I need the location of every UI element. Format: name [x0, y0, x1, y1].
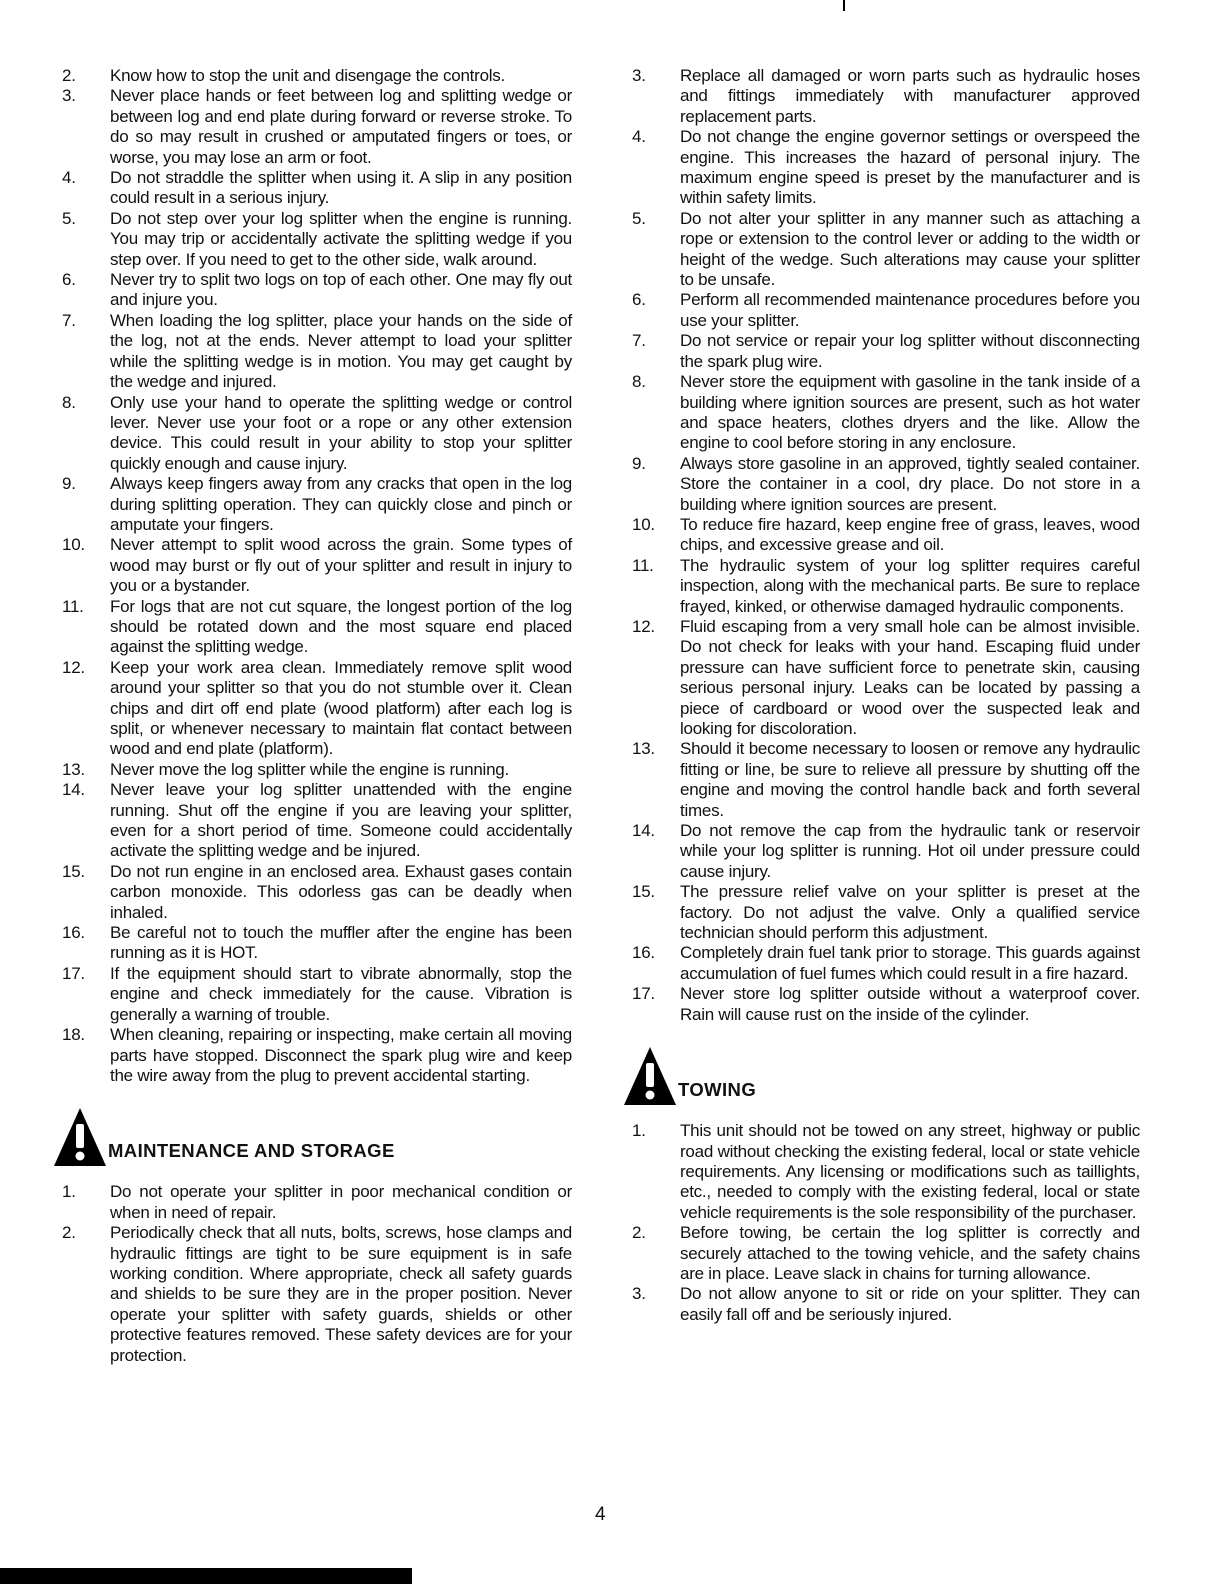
item-text: Be careful not to touch the muffler after the engine has been running as it is HOT. [110, 923, 572, 963]
item-text: Before towing, be certain the log splitter is correctly and securely attached to the towing vehicle, and the safety chains are in place. Leave slack in chains for turning allowance. [680, 1223, 1140, 1283]
list-item [632, 943, 1140, 984]
item-text: Do not straddle the splitter when using it. A slip in any position could result in a serious injury. [110, 168, 572, 208]
list-item [62, 393, 572, 475]
item-text: Do not alter your splitter in any manner such as attaching a rope or extension to the control lever or adding to the width or height of the wedge. Such alterations may cause your splitter to be unsafe. [680, 208, 1140, 290]
item-number: 17. [632, 984, 655, 1004]
list-item [62, 86, 572, 168]
item-number: 5. [62, 208, 76, 228]
item-text: Do not operate your splitter in poor mechanical condition or when in need of repair. [110, 1182, 572, 1222]
list-item [62, 1223, 572, 1366]
item-number: 3. [62, 86, 76, 106]
item-text: Do not step over your log splitter when the engine is running. You may trip or accidentally activate the splitting wedge if you step over. If you need to get to the other side, walk around. [110, 208, 572, 269]
list-item [632, 882, 1140, 943]
item-text: Perform all recommended maintenance procedures before you use your splitter. [680, 290, 1140, 330]
list-item [632, 739, 1140, 821]
item-text: Never store the equipment with gasoline in the tank inside of a building where ignition sources are present, such as hot water and space heaters, clothes dryers and the like. Allow the engine to cool before storing in any enclosure. [680, 372, 1140, 453]
item-number: 3. [632, 1284, 646, 1304]
item-number: 17. [62, 963, 85, 983]
item-number: 15. [62, 861, 85, 881]
list-item [632, 556, 1140, 617]
list-item [62, 760, 572, 780]
list-item [632, 290, 1140, 331]
item-number: 7. [62, 310, 76, 330]
item-number: 14. [632, 821, 655, 841]
item-text: Never place hands or feet between log and splitting wedge or between log and end plate during forward or reverse stroke. To do so may result in crushed or amputated fingers or toes, or worse, you may lose an arm or foot. [110, 86, 572, 167]
item-text: Do not run engine in an enclosed area. Exhaust gases contain carbon monoxide. This odorless gas can be deadly when inhaled. [110, 861, 572, 922]
item-text: Always store gasoline in an approved, tightly sealed container. Store the container in a cool, dry place. Do not store in a building where ignition sources are present. [680, 453, 1140, 514]
list-item [62, 209, 572, 270]
item-text: Only use your hand to operate the splitting wedge or control lever. Never use your foot or a rope or any other extension device. This could result in your ability to stop your splitter quickly enough and cause injury. [110, 392, 572, 473]
item-text: This unit should not be towed on any street, highway or public road without checking the existing federal, local or state vehicle requirements. Any licensing or modifications such as taillights, etc., needed to comply with the existing federal, local or state vehicle requirements is the sole responsibility of the purchaser. [680, 1121, 1140, 1222]
item-number: 12. [62, 657, 85, 677]
item-text: When cleaning, repairing or inspecting, make certain all moving parts have stopped. Disconnect the spark plug wire and keep the wire away from the plug to prevent accidental starting. [110, 1025, 572, 1085]
item-text: Completely drain fuel tank prior to storage. This guards against accumulation of fuel fumes which could result in a fire hazard. [680, 943, 1140, 983]
item-text: For logs that are not cut square, the longest portion of the log should be rotated down and the most square end placed against the splitting wedge. [110, 596, 572, 657]
list-item [632, 372, 1140, 454]
item-text: Replace all damaged or worn parts such as hydraulic hoses and fittings immediately with manufacturer approved replacement parts. [680, 66, 1140, 126]
item-number: 2. [62, 1223, 76, 1243]
section-heading: TOWING [678, 1079, 757, 1101]
list-item [632, 515, 1140, 556]
list-item [62, 66, 572, 86]
top-edge-mark [843, 0, 845, 11]
item-text: If the equipment should start to vibrate abnormally, stop the engine and check immediately for the cause. Vibration is generally a warning of trouble. [110, 963, 572, 1024]
item-number: 16. [632, 943, 655, 963]
list-item [62, 597, 572, 658]
list-item [62, 658, 572, 760]
list-item [62, 1025, 572, 1086]
safety-list [62, 66, 572, 1086]
item-number: 10. [62, 535, 85, 555]
item-number: 11. [62, 596, 84, 616]
item-text: Never try to split two logs on top of each other. One may fly out and injure you. [110, 270, 572, 310]
warning-icon [48, 1106, 112, 1172]
item-number: 9. [62, 474, 76, 494]
maintenance-list-continued [632, 66, 1140, 1025]
item-number: 5. [632, 208, 646, 228]
item-number: 1. [632, 1121, 646, 1141]
item-number: 4. [632, 127, 646, 147]
list-item [62, 862, 572, 923]
item-number: 16. [62, 923, 85, 943]
list-item [632, 127, 1140, 209]
item-text: Do not allow anyone to sit or ride on your splitter. They can easily fall off and be seriously injured. [680, 1284, 1140, 1324]
list-item [62, 1182, 572, 1223]
item-text: The hydraulic system of your log splitter requires careful inspection, along with the mechanical parts. Be sure to replace frayed, kinked, or otherwise damaged hydraulic components. [680, 555, 1140, 616]
item-text: Do not change the engine governor settings or overspeed the engine. This increases the hazard of personal injury. The maximum engine speed is preset by the manufacturer and is within safety limits. [680, 127, 1140, 208]
item-number: 6. [632, 290, 646, 310]
item-number: 14. [62, 780, 85, 800]
item-text: Do not remove the cap from the hydraulic tank or reservoir while your log splitter is running. Hot oil under pressure could cause injury. [680, 821, 1140, 881]
right-column [632, 66, 1140, 1325]
item-text: Always keep fingers away from any cracks that open in the log during splitting operation. They can quickly close and pinch or amputate your fingers. [110, 474, 572, 534]
item-number: 6. [62, 270, 76, 290]
item-number: 12. [632, 616, 655, 636]
item-number: 7. [632, 331, 646, 351]
footer-bar [0, 1568, 412, 1584]
item-text: Never leave your log splitter unattended with the engine running. Shut off the engine if you are leaving your splitter, even for a short period of time. Someone could accidentally activate the splitting wedge and be injured. [110, 780, 572, 861]
list-item [632, 1284, 1140, 1325]
item-text: Never store log splitter outside without a waterproof cover. Rain will cause rust on the inside of the cylinder. [680, 984, 1140, 1024]
item-text: To reduce fire hazard, keep engine free of grass, leaves, wood chips, and excessive grease and oil. [680, 514, 1140, 555]
list-item [62, 311, 572, 393]
list-item [62, 923, 572, 964]
item-number: 4. [62, 168, 76, 188]
list-item [632, 209, 1140, 291]
item-number: 10. [632, 514, 655, 534]
item-text: Never move the log splitter while the engine is running. [110, 759, 509, 779]
item-number: 18. [62, 1025, 85, 1045]
left-column [62, 66, 572, 1366]
item-number: 2. [62, 66, 76, 85]
item-number: 13. [62, 759, 85, 779]
item-number: 15. [632, 882, 655, 902]
item-text: Should it become necessary to loosen or remove any hydraulic fitting or line, be sure to relieve all pressure by shutting off the engine and moving the control handle back and forth several times. [680, 739, 1140, 820]
item-number: 9. [632, 453, 646, 473]
item-number: 8. [62, 392, 76, 412]
list-item [62, 270, 572, 311]
list-item [62, 535, 572, 596]
item-text: Know how to stop the unit and disengage the controls. [110, 66, 506, 85]
towing-list [632, 1121, 1140, 1325]
list-item [62, 168, 572, 209]
list-item [632, 66, 1140, 127]
maintenance-list [62, 1182, 572, 1366]
warning-icon [618, 1045, 682, 1111]
item-text: Never attempt to split wood across the grain. Some types of wood may burst or fly out of your splitter and result in injury to you or a bystander. [110, 535, 572, 596]
list-item [632, 331, 1140, 372]
list-item [62, 964, 572, 1025]
item-number: 1. [62, 1182, 76, 1202]
item-number: 3. [632, 66, 646, 85]
list-item [632, 617, 1140, 739]
item-number: 13. [632, 739, 655, 759]
list-item [632, 1121, 1140, 1223]
item-text: Fluid escaping from a very small hole can be almost invisible. Do not check for leaks with your hand. Escaping fluid under pressure can have sufficient force to penetrate skin, causing serious personal injury. Leaks can be located by passing a piece of cardboard or wood over the suspected leak and looking for discoloration. [680, 616, 1140, 738]
item-number: 11. [632, 555, 654, 575]
list-item [632, 454, 1140, 515]
item-text: The pressure relief valve on your splitter is preset at the factory. Do not adjust the valve. Only a qualified service technician should perform this adjustment. [680, 882, 1140, 943]
list-item [62, 780, 572, 862]
item-text: Keep your work area clean. Immediately remove split wood around your splitter so that you do not stumble over it. Clean chips and dirt off end plate (wood platform) after each log is split, or whenever necessary to maintain flat contact between wood and end plate (platform). [110, 657, 572, 759]
list-item [632, 821, 1140, 882]
towing-heading-block [632, 1041, 1140, 1115]
item-text: When loading the log splitter, place your hands on the side of the log, not at the ends. Never attempt to load your splitter while the splitting wedge is in motion. You may get caught by the wedge and injured. [110, 310, 572, 392]
item-number: 8. [632, 372, 646, 392]
page-number: 4 [595, 1504, 606, 1525]
item-number: 2. [632, 1223, 646, 1243]
maintenance-heading-block [62, 1102, 572, 1176]
list-item [632, 1223, 1140, 1284]
item-text: Periodically check that all nuts, bolts, screws, hose clamps and hydraulic fittings are tight to be sure equipment is in safe working condition. Where appropriate, check all safety guards and shields to be sure they are in the proper position. Never operate your splitter with safety guards, shields or other protective features removed. These safety devices are for your protection. [110, 1223, 572, 1365]
item-text: Do not service or repair your log splitter without disconnecting the spark plug wire. [680, 331, 1140, 371]
list-item [62, 474, 572, 535]
list-item [632, 984, 1140, 1025]
section-heading: MAINTENANCE AND STORAGE [108, 1140, 395, 1162]
